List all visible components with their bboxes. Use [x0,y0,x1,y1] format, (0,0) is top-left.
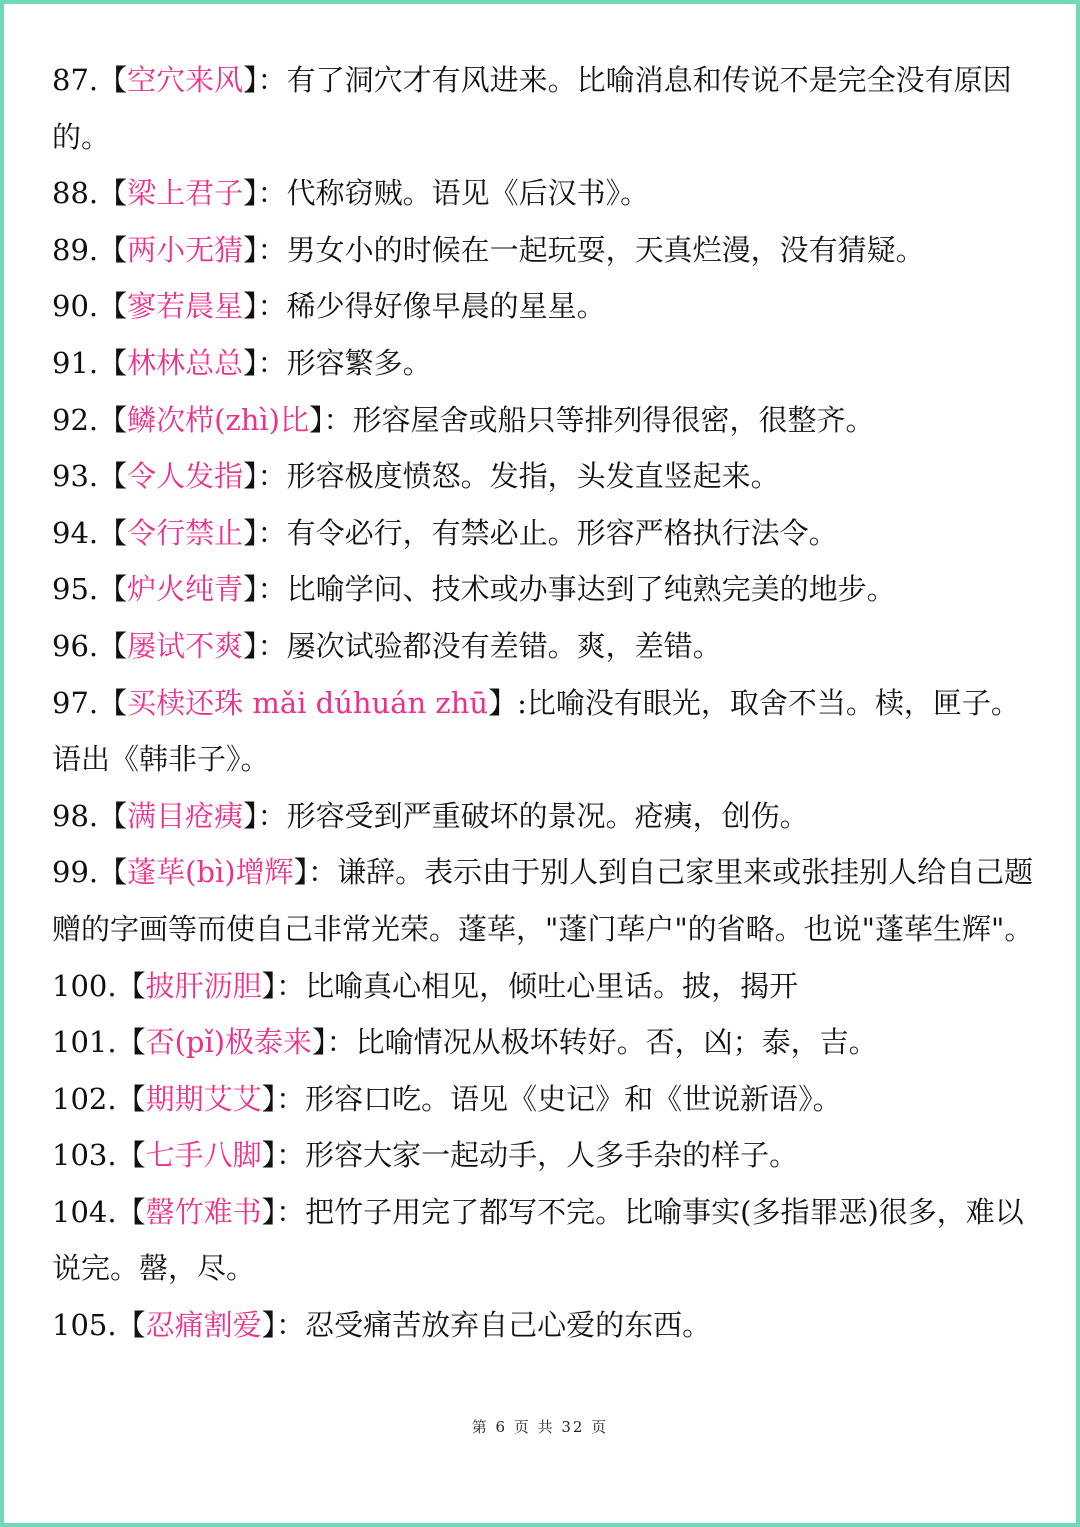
entry-number: 90. [52,289,99,324]
idiom-term: 梁上君子 [127,176,244,211]
list-item: 99.【蓬荜(bì)增辉】：谦辞。表示由于别人到自己家里来或张挂别人给自己题赠的字画等而使自己非常光荣。蓬荜，"蓬门荜户"的省略。也说"蓬荜生辉"。 [52,855,1034,946]
idiom-definition: ：形容大家一起动手，人多手杂的样子。 [276,1138,799,1173]
idiom-term: 空穴来风 [127,63,244,97]
idiom-definition: ：比喻真心相见，倾吐心里话。披，揭开 [276,968,799,1003]
entry-number: 100. [52,968,117,1003]
entry-number: 97. [52,685,99,720]
idiom-definition: ：把竹子用完了都写不完。比喻事实(多指罪恶)很多，难以说完。罄，尽。 [52,1194,1024,1286]
idiom-definition: ：形容受到严重破坏的景况。疮痍，创伤。 [257,798,809,833]
list-item: 102.【期期艾艾】：形容口吃。语见《史记》和《世说新语》。 [52,1081,842,1116]
entry-number: 89. [52,232,99,267]
idiom-term: 炉火纯青 [127,572,244,607]
entry-number: 87. [52,63,99,97]
idiom-list [52,52,1042,1354]
idiom-definition: ：屡次试验都没有差错。爽，差错。 [257,628,722,663]
list-item: 103.【七手八脚】：形容大家一起动手，人多手杂的样子。 [52,1138,799,1173]
idiom-term: 否(pǐ)极泰来 [145,1025,313,1060]
idiom-definition: ：忍受痛苦放弃自己心爱的东西。 [276,1308,712,1343]
list-item: 90.【寥若晨星】：稀少得好像早晨的星星。 [52,289,606,324]
idiom-definition: ：比喻情况从极坏转好。否，凶；泰，吉。 [326,1025,878,1060]
idiom-definition: :比喻没有眼光，取舍不当。椟，匣子。语出《韩非子》。 [52,685,1020,777]
idiom-definition: ：稀少得好像早晨的星星。 [257,289,606,324]
list-item: 97.【买椟还珠 mǎi dúhuán zhū】:比喻没有眼光，取舍不当。椟，匣子。语出《韩非子》。 [52,685,1020,777]
idiom-term: 两小无猜 [127,232,244,267]
list-item: 93.【令人发指】：形容极度愤怒。发指，头发直竖起来。 [52,459,780,494]
idiom-term: 满目疮痍 [127,798,244,833]
list-item: 100.【披肝沥胆】：比喻真心相见，倾吐心里话。披，揭开 [52,968,799,1003]
entry-number: 99. [52,855,99,890]
idiom-term: 忍痛割爱 [145,1308,262,1343]
idiom-definition: ：谦辞。表示由于别人到自己家里来或张挂别人给自己题赠的字画等而使自己非常光荣。蓬荜，"蓬门荜户"的省略。也说"蓬荜生辉"。 [52,855,1034,946]
idiom-term: 蓬荜(bì)增辉 [127,855,294,890]
list-item: 88.【梁上君子】：代称窃贼。语见《后汉书》。 [52,176,650,211]
idiom-term: 七手八脚 [145,1138,262,1173]
entry-number: 95. [52,572,99,607]
list-item: 98.【满目疮痍】：形容受到严重破坏的景况。疮痍，创伤。 [52,798,809,833]
idiom-term: 令人发指 [127,459,244,494]
list-item: 96.【屡试不爽】：屡次试验都没有差错。爽，差错。 [52,628,722,663]
entry-number: 104. [52,1194,117,1229]
idiom-term: 披肝沥胆 [145,968,262,1003]
list-item: 91.【林林总总】：形容繁多。 [52,345,432,380]
idiom-term: 林林总总 [127,345,244,380]
idiom-term: 屡试不爽 [127,628,244,663]
entry-number: 94. [52,515,99,550]
entry-number: 92. [52,402,99,437]
list-item: 89.【两小无猜】：男女小的时候在一起玩耍，天真烂漫，没有猜疑。 [52,232,925,267]
idiom-term: 罄竹难书 [145,1194,262,1229]
idiom-definition: ：比喻学问、技术或办事达到了纯熟完美的地步。 [257,572,896,607]
idiom-term: 鳞次栉(zhì)比 [127,402,309,437]
entry-number: 105. [52,1308,117,1343]
idiom-definition: ：有了洞穴才有风进来。比喻消息和传说不是完全没有原因的。 [52,63,1012,154]
idiom-definition: ：形容极度愤怒。发指，头发直竖起来。 [257,459,780,494]
list-item: 101.【否(pǐ)极泰来】：比喻情况从极坏转好。否，凶；泰，吉。 [52,1025,878,1060]
list-item: 94.【令行禁止】：有令必行，有禁必止。形容严格执行法令。 [52,515,838,550]
idiom-definition: ：形容繁多。 [257,345,432,380]
idiom-definition: ：形容屋舍或船只等排列得很密，很整齐。 [323,402,875,437]
entry-number: 96. [52,628,99,663]
idiom-definition: ：有令必行，有禁必止。形容严格执行法令。 [257,515,838,550]
idiom-term: 令行禁止 [127,515,244,550]
idiom-term: 寥若晨星 [127,289,244,324]
list-item: 92.【鳞次栉(zhì)比】：形容屋舍或船只等排列得很密，很整齐。 [52,402,875,437]
idiom-term: 期期艾艾 [145,1081,262,1116]
page-number-footer: 第 6 页 共 32 页 [471,1418,609,1436]
entry-number: 102. [52,1081,117,1116]
list-item: 87.【空穴来风】：有了洞穴才有风进来。比喻消息和传说不是完全没有原因的。 [52,63,1012,154]
entry-number: 103. [52,1138,117,1173]
idiom-definition: ：形容口吃。语见《史记》和《世说新语》。 [276,1081,842,1116]
entry-number: 93. [52,459,99,494]
entry-number: 88. [52,176,99,211]
list-item: 95.【炉火纯青】：比喻学问、技术或办事达到了纯熟完美的地步。 [52,572,896,607]
list-item: 105.【忍痛割爱】：忍受痛苦放弃自己心爱的东西。 [52,1308,712,1343]
idiom-definition: ：代称窃贼。语见《后汉书》。 [257,176,650,211]
entry-number: 101. [52,1025,117,1060]
idiom-definition: ：男女小的时候在一起玩耍，天真烂漫，没有猜疑。 [257,232,925,267]
entry-number: 91. [52,345,99,380]
list-item: 104.【罄竹难书】：把竹子用完了都写不完。比喻事实(多指罪恶)很多，难以说完。罄，尽。 [52,1194,1024,1286]
idiom-term: 买椟还珠 mǎi dúhuán zhū [127,685,489,720]
entry-number: 98. [52,798,99,833]
